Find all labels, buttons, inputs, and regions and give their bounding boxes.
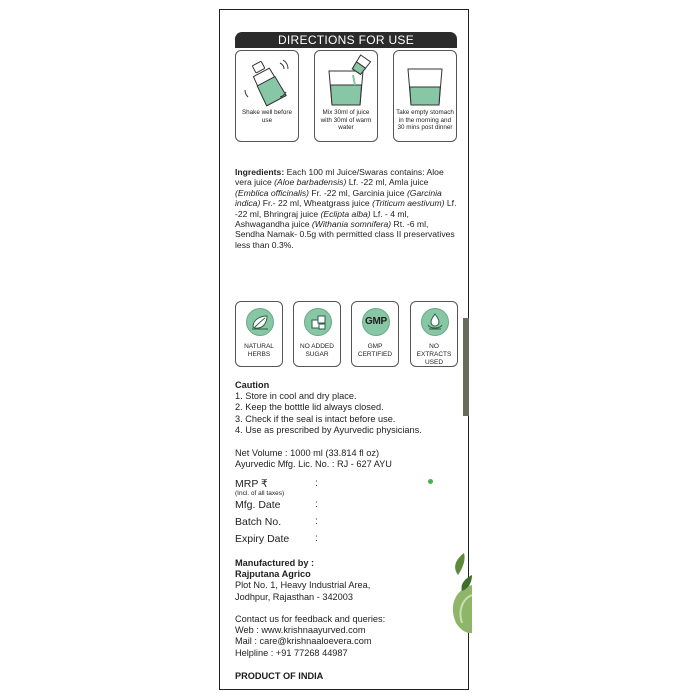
side-strip [463,318,469,416]
direction-step-take [393,50,457,142]
badge-no-added-sugar [293,301,341,367]
caution-item: 2. Keep the botttle lid always closed. [235,402,384,413]
ingredients-list [235,167,456,250]
mrp-note: (Incl. of all taxes) [235,490,285,497]
badge-gmp-certified [351,301,399,367]
ingredient-text: Lf. - 4 ml, Ashwagandha juice [235,208,409,230]
company-name: Rajputana Agrico [235,569,311,580]
badge-text: NO EXTRACTS USED [416,343,452,366]
batch-label: Batch No. [235,516,282,528]
mrp-colon: : [315,478,318,489]
address-line: Jodhpur, Rajasthan - 342003 [235,591,353,602]
ingredient-text: Fr. -22 ml, Garcinia juice [309,187,407,198]
product-origin: PRODUCT OF INDIA [235,671,324,681]
direction-step-mix [314,50,378,142]
ingredient-text: Fr.- 22 ml, Wheatgrass juice [260,198,373,209]
mrp-label: MRP ₹ [235,478,268,490]
caution-section [235,380,460,436]
mfg-date-label: Mfg. Date [235,499,281,511]
ingredients-label: Ingredients: [235,167,285,177]
contact-section [235,614,460,659]
manufacturer-title: Manufactured by : [235,558,315,568]
glass-icon [394,53,456,109]
caution-title: Caution [235,380,270,390]
direction-text: Take empty stomach in the morning and 30 mins post dinner [396,109,454,131]
expiry-colon: : [315,533,318,544]
ingredient-botanical-name: (Triticum aestivum) [372,198,445,209]
ingredient-botanical-name: (Aloe barbadensis) [274,177,347,188]
herbs-leaf-icon [247,309,273,335]
ingredient-botanical-name: (Emblica officinalis) [235,187,310,198]
manufacturer-section [235,558,460,603]
ingredient-botanical-name: (Eclipta alba) [320,208,371,219]
glass-pour-icon [315,53,377,109]
direction-text: Shake well before use [241,109,293,124]
bottle-shake-icon [236,53,298,109]
ingredient-text: Aloe vera juice [235,167,444,188]
ingredient-text: Lf. -22 ml, Amla juice [346,177,429,188]
ingredients-intro: Each 100 ml Juice/Swaras contains: [284,167,425,177]
net-volume: Net Volume : 1000 ml (33.814 fl oz) [235,448,380,458]
sugar-cube-icon [305,309,331,335]
directions-title: DIRECTIONS FOR USE [235,32,457,48]
ingredients-text [235,167,460,250]
ingredient-botanical-name: (Garcinia indica) [235,187,442,209]
ingredient-text: Rt. -6 ml, Sendha Namak- 0.5g with permitted class II preservatives less than 0.3%. [235,219,455,250]
caution-item: 4. Use as prescribed by Ayurvedic physicians. [235,424,422,435]
contact-intro: Contact us for feedback and queries: [235,614,386,624]
badge-text: NATURAL HERBS [244,343,274,358]
license-number: Ayurvedic Mfg. Lic. No. : RJ - 627 AYU [235,459,392,470]
direction-step-shake [235,50,299,142]
badge-no-extracts [410,301,458,367]
caution-item: 1. Store in cool and dry place. [235,391,357,402]
direction-text: Mix 30ml of juice with 30ml of warm water [320,109,372,131]
contact-helpline: Helpline : +91 77268 44987 [235,647,348,658]
gmp-seal-icon: GMP [365,316,387,327]
contact-mail: Mail : care@krishnaaloevera.com [235,636,372,647]
green-dot [428,479,433,484]
expiry-label: Expiry Date [235,533,290,545]
ingredient-text: Lf. -22 ml, Bhringraj juice [235,198,457,219]
contact-web: Web : www.krishnaayurved.com [235,625,366,636]
ingredient-botanical-name: (Withania somnifera) [311,219,392,230]
badge-text: NO ADDED SUGAR [300,343,334,358]
caution-item: 3. Check if the seal is intact before use. [235,413,396,424]
mfg-date-colon: : [315,499,318,510]
batch-colon: : [315,516,318,527]
address-line: Plot No. 1, Heavy Industrial Area, [235,580,371,591]
badge-natural-herbs [235,301,283,367]
net-volume-section [235,448,460,470]
badge-text: GMP CERTIFIED [357,343,393,358]
extract-drop-icon [422,309,448,335]
